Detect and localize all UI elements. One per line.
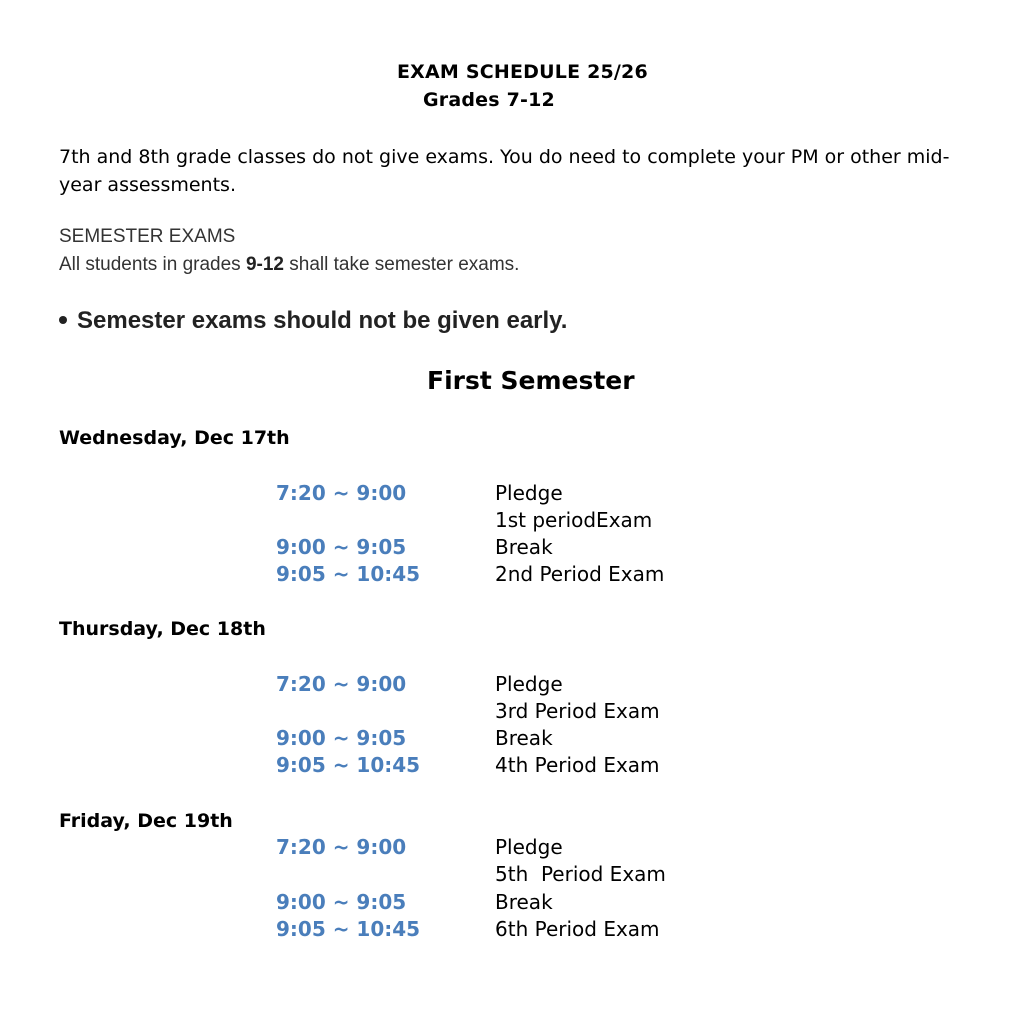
bullet-icon [59, 316, 67, 324]
time-slot: 9:00 ~ 9:05 [276, 535, 407, 559]
schedule-title: EXAM SCHEDULE 25/26 [397, 61, 648, 83]
day-heading-wednesday: Wednesday, Dec 17th [59, 427, 290, 449]
rule-prefix: All students in grades [59, 254, 246, 275]
rule-grades: 9-12 [245, 254, 284, 275]
time-slot: 9:00 ~ 9:05 [276, 726, 407, 750]
event-label: Break [495, 535, 553, 559]
time-slot: 7:20 ~ 9:00 [276, 672, 407, 696]
event-label: Break [495, 726, 553, 750]
semester-exams-heading: SEMESTER EXAMS [59, 226, 236, 247]
time-slot: 9:05 ~ 10:45 [276, 562, 421, 586]
event-label: 5th Period Exam [495, 862, 666, 886]
schedule-subtitle: Grades 7-12 [423, 89, 555, 111]
event-label: Pledge [495, 835, 563, 859]
rule-suffix: shall take semester exams. [283, 254, 520, 275]
time-slot: 7:20 ~ 9:00 [276, 835, 407, 859]
time-slot: 9:05 ~ 10:45 [276, 753, 421, 777]
first-semester-title: First Semester [427, 366, 635, 395]
event-label: Break [495, 890, 553, 914]
event-label: 6th Period Exam [495, 917, 660, 941]
early-exam-notice-text: Semester exams should not be given early. [77, 307, 568, 334]
time-slot: 9:00 ~ 9:05 [276, 890, 407, 914]
event-label: 1st periodExam [495, 508, 653, 532]
event-label: 3rd Period Exam [495, 699, 660, 723]
time-slot: 9:05 ~ 10:45 [276, 917, 421, 941]
event-label: 2nd Period Exam [495, 562, 665, 586]
day-heading-thursday: Thursday, Dec 18th [59, 618, 266, 640]
day-heading-friday: Friday, Dec 19th [59, 810, 233, 832]
event-label: Pledge [495, 672, 563, 696]
event-label: 4th Period Exam [495, 753, 660, 777]
event-label: Pledge [495, 481, 563, 505]
semester-exams-rule [59, 254, 519, 276]
early-exam-notice [59, 307, 567, 335]
time-slot: 7:20 ~ 9:00 [276, 481, 407, 505]
intro-paragraph: 7th and 8th grade classes do not give exams. You do need to complete your PM or other mid-year assessments. [59, 146, 950, 196]
